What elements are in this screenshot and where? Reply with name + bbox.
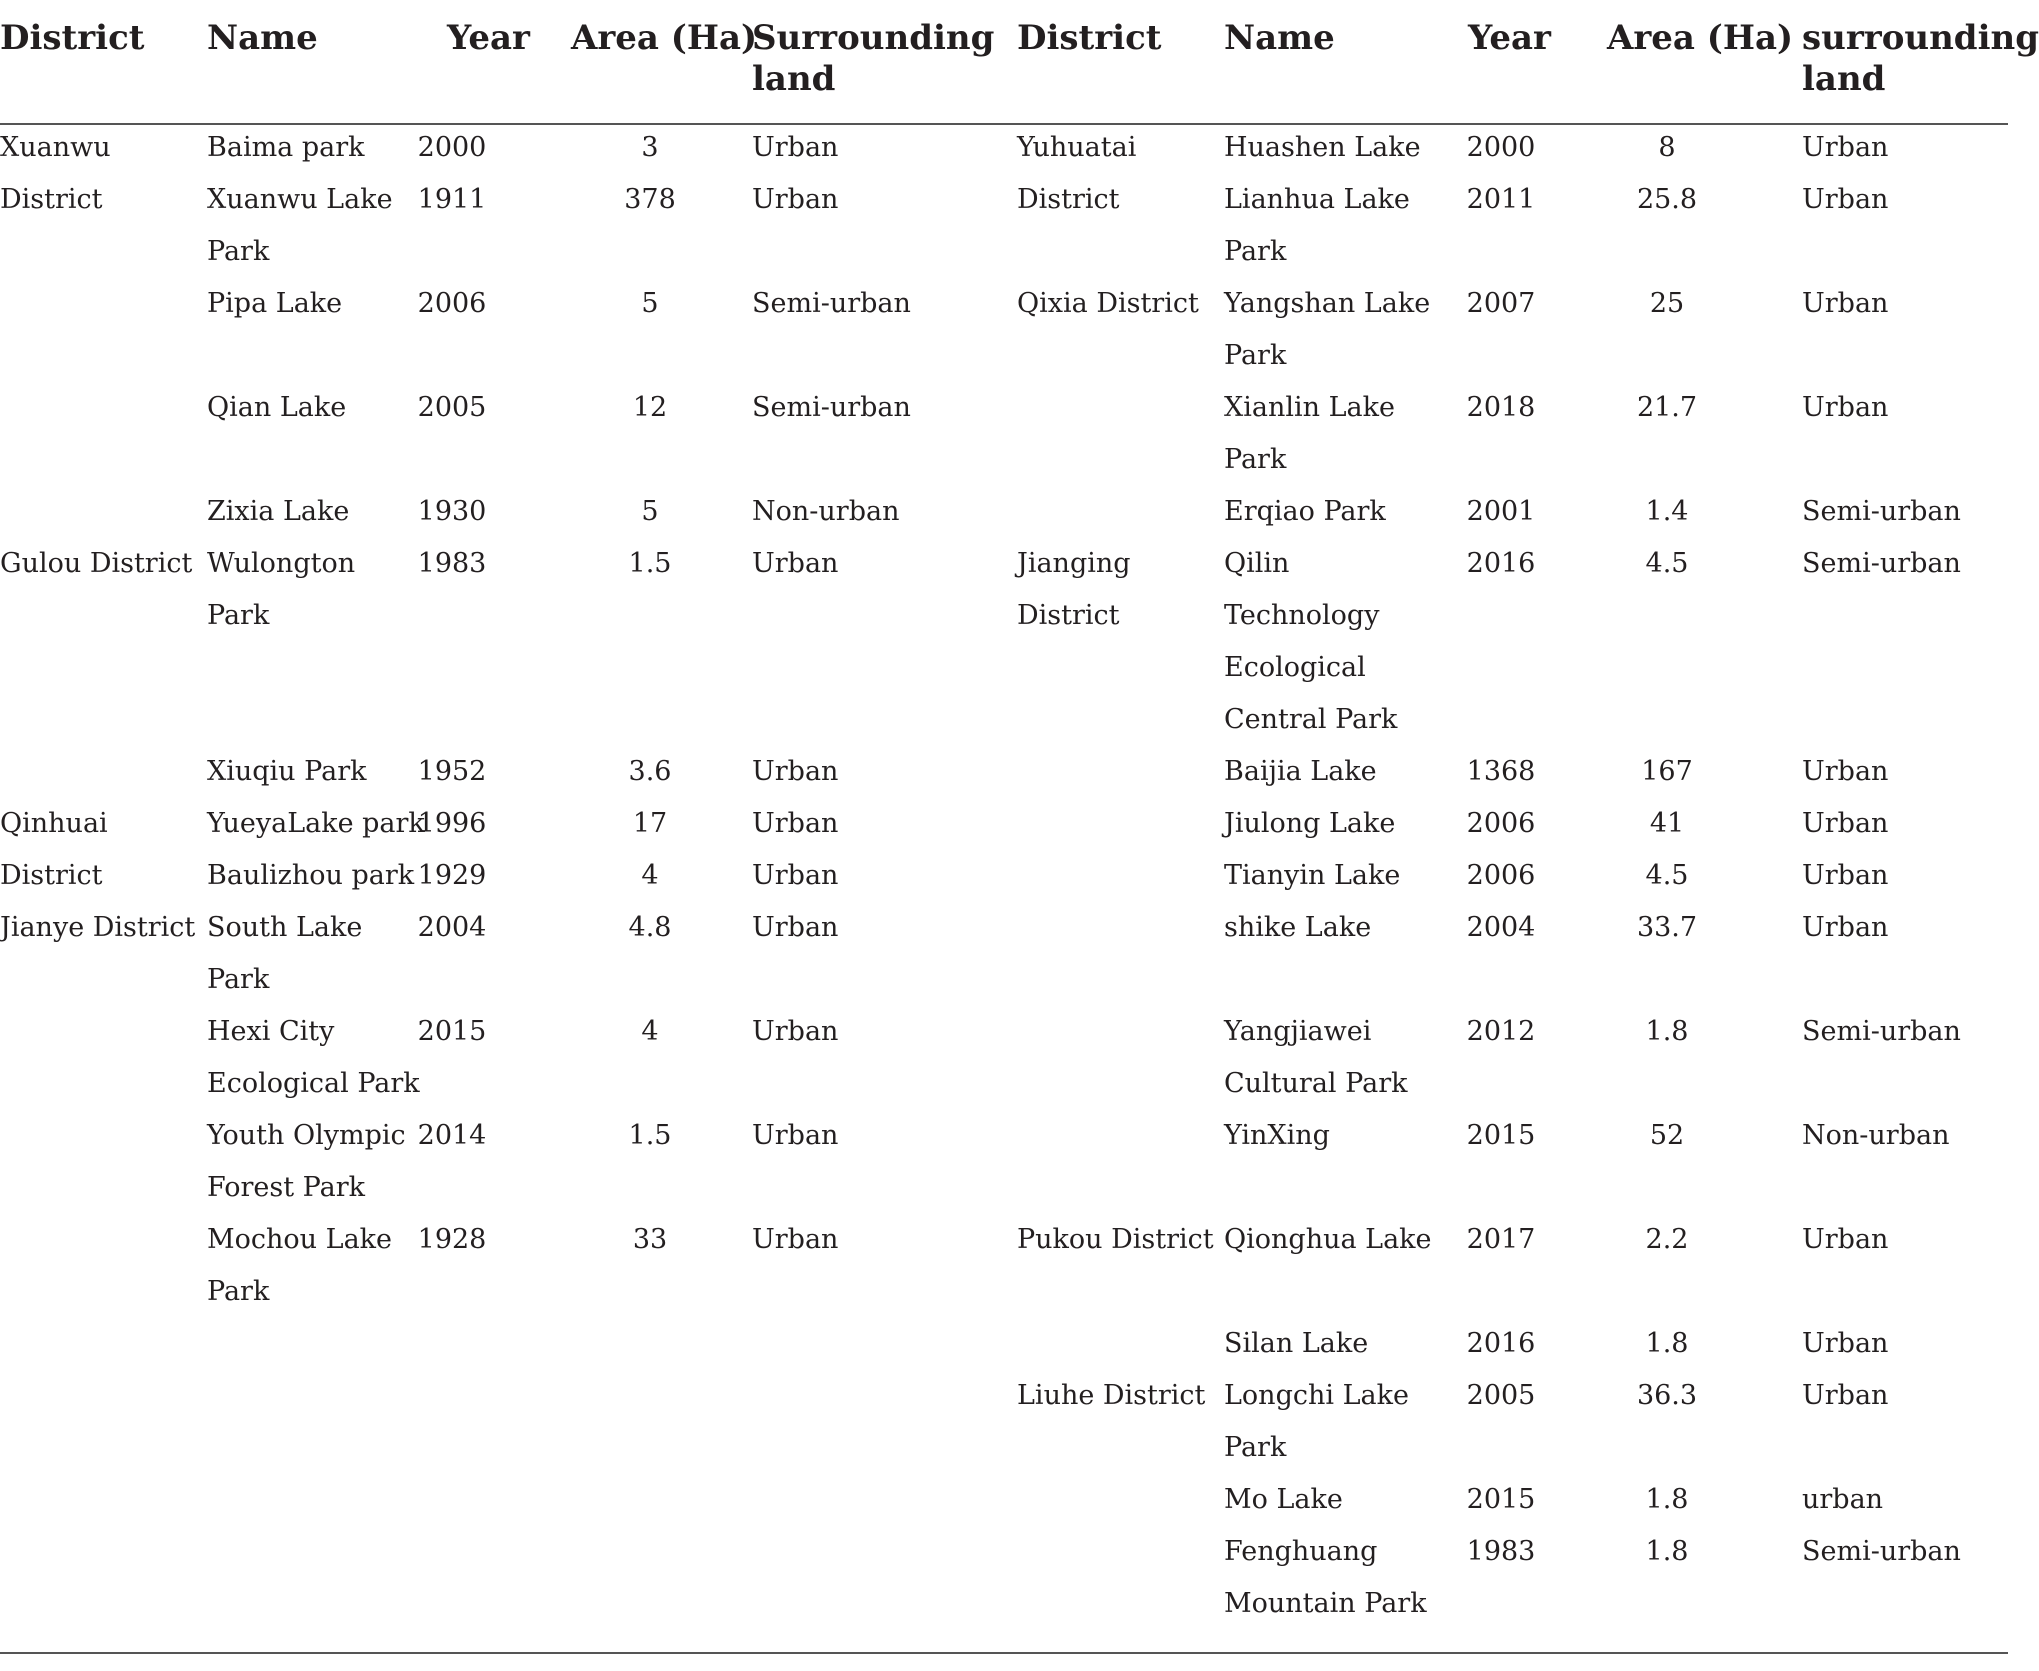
table-cell-year: 2000 <box>1466 132 1536 163</box>
table-cell-year: 2004 <box>417 912 487 943</box>
table-cell-name: Yangshan Lake Park <box>1224 288 1431 371</box>
table-cell-area: 3 <box>641 132 659 163</box>
table-cell-name: Silan Lake <box>1224 1328 1369 1359</box>
table-cell-area: 1.8 <box>1645 1536 1689 1567</box>
table-cell-name: Baulizhou park <box>207 860 415 891</box>
table-cell-year: 2011 <box>1466 184 1536 215</box>
table-cell-year: 2016 <box>1466 1328 1536 1359</box>
table-cell-land: Urban <box>1802 912 1889 943</box>
table-cell-name: Yangjiawei Cultural Park <box>1224 1016 1408 1099</box>
table-cell-year: 2016 <box>1466 548 1536 579</box>
table-cell-name: Huashen Lake <box>1224 132 1421 163</box>
column-header: District <box>1017 18 1162 58</box>
table-cell-year: 2014 <box>417 1120 487 1151</box>
table-cell-district: Gulou District <box>0 548 193 579</box>
table-cell-land: Urban <box>752 548 839 579</box>
table-cell-land: Non-urban <box>1802 1120 1950 1151</box>
column-header: Year <box>1468 18 1551 58</box>
table-cell-district: Jianging District <box>1017 548 1131 631</box>
table-cell-name: Longchi Lake Park <box>1224 1380 1409 1463</box>
table-cell-name: Tianyin Lake <box>1224 860 1401 891</box>
table-cell-year: 1911 <box>417 184 487 215</box>
table-cell-area: 52 <box>1649 1120 1685 1151</box>
table-cell-land: Urban <box>1802 860 1889 891</box>
table-cell-name: Fenghuang Mountain Park <box>1224 1536 1427 1619</box>
column-header: Surrounding land <box>752 18 995 99</box>
table-cell-land: Semi-urban <box>752 392 911 423</box>
table-cell-area: 41 <box>1649 808 1685 839</box>
table-cell-district: Jianye District <box>0 912 196 943</box>
table-cell-name: Baima park <box>207 132 365 163</box>
table-cell-year: 1996 <box>417 808 487 839</box>
table-cell-name: Wulongton Park <box>207 548 356 631</box>
table-cell-year: 2015 <box>1466 1120 1536 1151</box>
table-cell-name: Erqiao Park <box>1224 496 1386 527</box>
table-cell-area: 17 <box>632 808 668 839</box>
table-cell-land: Urban <box>752 860 839 891</box>
table-cell-land: Urban <box>752 756 839 787</box>
table-cell-land: Semi-urban <box>1802 496 1961 527</box>
table-cell-year: 2017 <box>1466 1224 1536 1255</box>
table-cell-land: Non-urban <box>752 496 900 527</box>
table-cell-land: Urban <box>752 1120 839 1151</box>
table-cell-land: Urban <box>752 184 839 215</box>
table-cell-name: Pipa Lake <box>207 288 343 319</box>
table-cell-name: Lianhua Lake Park <box>1224 184 1410 267</box>
column-header: surrounding land <box>1802 18 2039 99</box>
table-cell-area: 5 <box>641 496 659 527</box>
table-cell-name: YueyaLake park <box>207 808 425 839</box>
table-cell-land: Urban <box>752 808 839 839</box>
column-header: Year <box>447 18 530 58</box>
table-cell-name: South Lake Park <box>207 912 363 995</box>
table-cell-year: 2006 <box>417 288 487 319</box>
table-cell-land: Semi-urban <box>1802 548 1961 579</box>
table-cell-area: 4.5 <box>1645 860 1689 891</box>
table-cell-year: 2015 <box>417 1016 487 1047</box>
table-cell-year: 2018 <box>1466 392 1536 423</box>
table-cell-district: Liuhe District <box>1017 1380 1206 1411</box>
table-cell-area: 1.4 <box>1645 496 1689 527</box>
table-cell-year: 2015 <box>1466 1484 1536 1515</box>
table-cell-area: 2.2 <box>1645 1224 1689 1255</box>
table-cell-land: Urban <box>1802 756 1889 787</box>
table-cell-land: Urban <box>752 1016 839 1047</box>
table-cell-land: Urban <box>752 1224 839 1255</box>
table-cell-district: Qixia District <box>1017 288 1199 319</box>
table-cell-name: Mo Lake <box>1224 1484 1343 1515</box>
table-cell-district: Xuanwu <box>0 132 111 163</box>
table-cell-land: Urban <box>1802 184 1889 215</box>
table-cell-area: 21.7 <box>1636 392 1698 423</box>
table-cell-year: 2006 <box>1466 808 1536 839</box>
column-header: Area (Ha) <box>571 18 758 58</box>
table-cell-name: Xuanwu Lake Park <box>207 184 393 267</box>
table-cell-year: 2012 <box>1466 1016 1536 1047</box>
table-cell-land: Urban <box>752 912 839 943</box>
table-cell-year: 2007 <box>1466 288 1536 319</box>
table-cell-name: Qian Lake <box>207 392 347 423</box>
table-cell-year: 2006 <box>1466 860 1536 891</box>
table-cell-name: Baijia Lake <box>1224 756 1377 787</box>
table-cell-area: 378 <box>624 184 676 215</box>
table-cell-district: Yuhuatai <box>1017 132 1137 163</box>
column-header: Area (Ha) <box>1607 18 1794 58</box>
table-cell-year: 1952 <box>417 756 487 787</box>
table-cell-land: Urban <box>1802 1224 1889 1255</box>
table-cell-area: 33.7 <box>1636 912 1698 943</box>
table-cell-name: Jiulong Lake <box>1224 808 1396 839</box>
table-cell-land: Semi-urban <box>752 288 911 319</box>
table-cell-land: Urban <box>1802 132 1889 163</box>
column-header: Name <box>207 18 318 58</box>
table-cell-area: 36.3 <box>1636 1380 1698 1411</box>
table-cell-area: 4 <box>641 860 659 891</box>
table-cell-district: District <box>0 860 103 891</box>
table-cell-area: 12 <box>632 392 668 423</box>
table-cell-name: shike Lake <box>1224 912 1372 943</box>
table-cell-area: 33 <box>632 1224 668 1255</box>
table-cell-district: District <box>0 184 103 215</box>
table-cell-land: Urban <box>1802 1328 1889 1359</box>
column-header: District <box>0 18 145 58</box>
table-cell-land: Urban <box>1802 288 1889 319</box>
table-cell-name: Youth Olympic Forest Park <box>207 1120 406 1203</box>
table-cell-name: Qionghua Lake <box>1224 1224 1432 1255</box>
table-cell-year: 2001 <box>1466 496 1536 527</box>
table-cell-area: 5 <box>641 288 659 319</box>
table-cell-year: 1928 <box>417 1224 487 1255</box>
table-cell-year: 1983 <box>1466 1536 1536 1567</box>
table-cell-area: 4 <box>641 1016 659 1047</box>
table-cell-land: Urban <box>1802 1380 1889 1411</box>
table-cell-year: 1930 <box>417 496 487 527</box>
column-header: Name <box>1224 18 1335 58</box>
table-cell-land: Semi-urban <box>1802 1016 1961 1047</box>
table-cell-area: 4.8 <box>628 912 672 943</box>
table-cell-year: 2004 <box>1466 912 1536 943</box>
table-cell-area: 25.8 <box>1636 184 1698 215</box>
table-cell-land: Urban <box>1802 808 1889 839</box>
table-cell-area: 1.5 <box>628 548 672 579</box>
table-cell-name: Zixia Lake <box>207 496 350 527</box>
table-cell-district: Pukou District <box>1017 1224 1214 1255</box>
table-cell-area: 8 <box>1658 132 1676 163</box>
table-cell-year: 1983 <box>417 548 487 579</box>
table-cell-name: Qilin Technology Ecological Central Park <box>1224 548 1398 735</box>
table-cell-land: Urban <box>1802 392 1889 423</box>
table-cell-area: 25 <box>1649 288 1685 319</box>
table-cell-year: 2000 <box>417 132 487 163</box>
table-cell-area: 167 <box>1641 756 1693 787</box>
table-cell-area: 3.6 <box>628 756 672 787</box>
table-cell-year: 2005 <box>1466 1380 1536 1411</box>
table-cell-area: 1.8 <box>1645 1328 1689 1359</box>
table-cell-district: Qinhuai <box>0 808 108 839</box>
bottom-rule <box>0 1652 2008 1654</box>
table-cell-name: Hexi City Ecological Park <box>207 1016 420 1099</box>
table-cell-name: Mochou Lake Park <box>207 1224 393 1307</box>
table-cell-year: 1368 <box>1466 756 1536 787</box>
table-cell-name: YinXing <box>1224 1120 1330 1151</box>
table-cell-area: 1.8 <box>1645 1016 1689 1047</box>
table-cell-area: 4.5 <box>1645 548 1689 579</box>
table-cell-year: 1929 <box>417 860 487 891</box>
table-cell-name: Xianlin Lake Park <box>1224 392 1395 475</box>
table-cell-land: Urban <box>752 132 839 163</box>
table-cell-land: Semi-urban <box>1802 1536 1961 1567</box>
table-cell-area: 1.5 <box>628 1120 672 1151</box>
table-cell-area: 1.8 <box>1645 1484 1689 1515</box>
table-cell-land: urban <box>1802 1484 1884 1515</box>
table-cell-name: Xiuqiu Park <box>207 756 367 787</box>
table-cell-year: 2005 <box>417 392 487 423</box>
table-cell-district: District <box>1017 184 1120 215</box>
